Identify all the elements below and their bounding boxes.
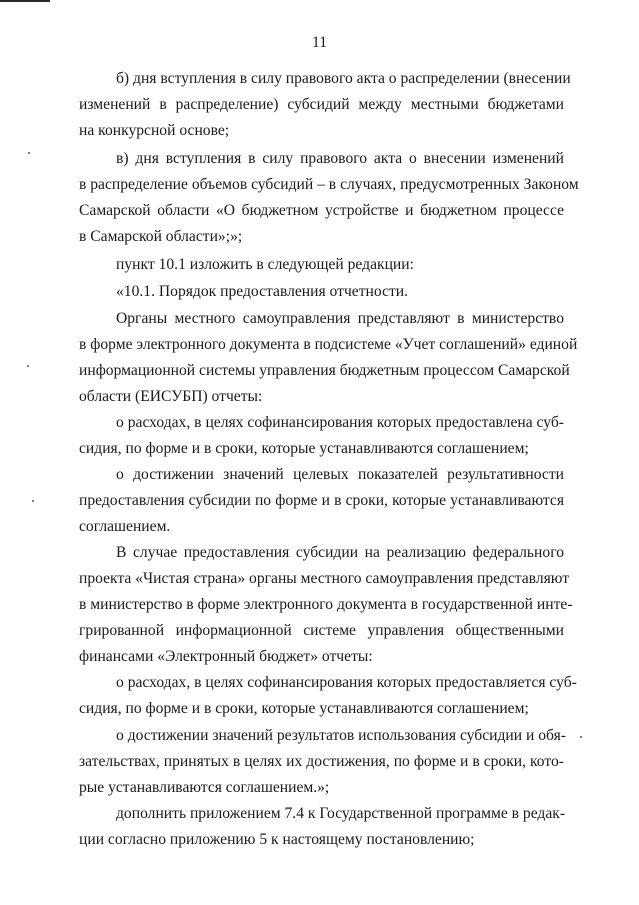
scan-speck [28,152,30,154]
text-line: Самарской области «О бюджетном устройстве и бюджетном процессе [79,202,564,219]
text-line: предоставления субсидии по форме и в сроки, которые устанавливаются [79,492,564,509]
scan-speck [580,736,582,738]
text-line: зательствах, принятых в целях их достижения, по форме и в сроки, кото- [79,753,564,770]
scan-edge-mark [0,0,50,2]
text-line: о расходах, в целях софинансирования которых предоставлена суб- [116,414,564,431]
text-line: «10.1. Порядок предоставления отчетности. [116,283,409,300]
text-line: пункт 10.1 изложить в следующей редакции: [116,256,414,273]
text-line: финансами «Электронный бюджет» отчеты: [79,648,373,665]
text-line: о расходах, в целях софинансирования которых предоставляется суб- [116,674,577,691]
text-line: в форме электронного документа в подсистеме «Учет соглашений» единой [79,336,578,353]
text-line: в) дня вступления в силу правового акта о внесении изменений [116,150,564,167]
text-line: ции согласно приложению 5 к настоящему постановлению; [79,831,475,848]
text-line: соглашением. [79,518,171,535]
text-line: информационной системы управления бюджетным процессом Самарской [79,362,570,379]
text-line: дополнить приложением 7.4 к Государственной программе в редак- [116,805,566,822]
text-line: сидия, по форме и в сроки, которые устанавливаются соглашением; [79,700,529,717]
text-line: проекта «Чистая страна» органы местного самоуправления представляют [79,570,570,587]
text-line: грированной информационной системе управления общественными [79,622,564,639]
text-line: изменений в распределение) субсидий между местными бюджетами [79,96,564,113]
text-line: б) дня вступления в силу правового акта о распределении (внесении [116,70,571,87]
text-line: на конкурсной основе; [79,122,230,139]
text-line: в министерство в форме электронного документа в государственной инте- [79,596,573,613]
text-line: области (ЕИСУБП) отчеты: [79,388,263,405]
text-line: в распределение объемов субсидий – в случаях, предусмотренных Законом [79,176,579,193]
text-line: в Самарской области»;»; [79,228,243,245]
scan-speck [27,365,29,367]
text-line: сидия, по форме и в сроки, которые устанавливаются соглашением; [79,440,529,457]
text-line: о достижении значений результатов использования субсидии и обя- [116,727,566,744]
text-line: рые устанавливаются соглашением.»; [79,779,330,796]
text-line: о достижении значений целевых показателей результативности [116,466,564,483]
page-number: 11 [311,34,327,51]
text-line: В случае предоставления субсидии на реализацию федерального [116,544,564,561]
scan-speck [32,500,34,502]
text-line: Органы местного самоуправления представляют в министерство [116,310,564,327]
